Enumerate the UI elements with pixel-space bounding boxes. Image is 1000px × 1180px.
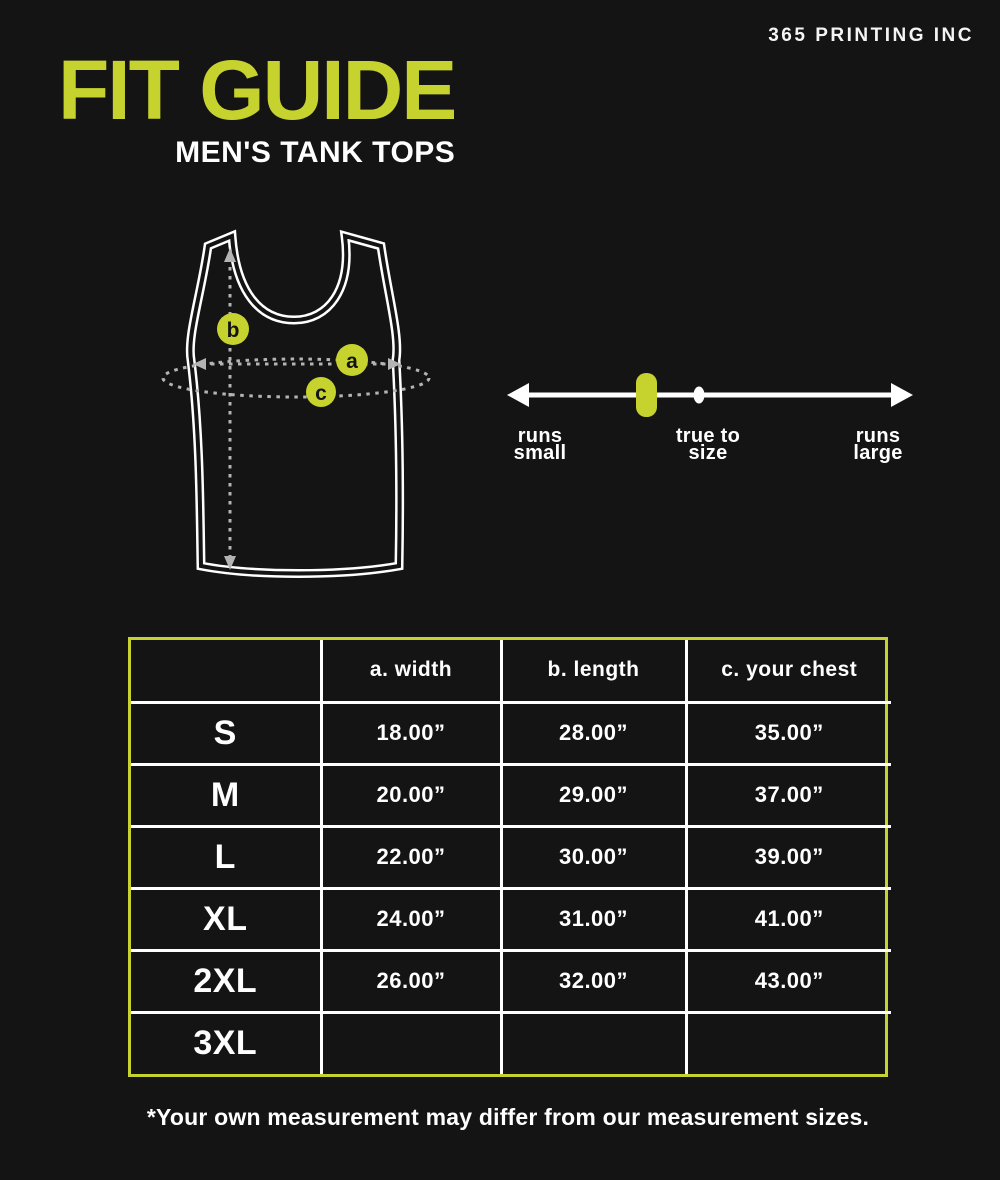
size-label: 3XL [131,1012,321,1074]
length-value: 32.00” [501,950,686,1012]
length-value: 31.00” [501,888,686,950]
table-row-s [131,702,891,764]
size-label: XL [131,888,321,950]
width-value: 26.00” [321,950,501,1012]
brand-name: 365 PRINTING INC [768,25,974,46]
size-label: M [131,764,321,826]
marker-a-label: a [346,350,358,373]
marker-b-label: b [226,319,240,342]
length-value [501,1012,686,1074]
size-chart-header-row [131,640,891,702]
chest-value: 35.00” [686,702,891,764]
length-value: 29.00” [501,764,686,826]
table-row-xl [131,888,891,950]
scale-label-true-to-size: true to size [675,425,741,464]
title-block [58,43,456,170]
chest-value: 41.00” [686,888,891,950]
scale-label-runs-large: runs large [853,425,903,464]
size-label: L [131,826,321,888]
table-row-3xl [131,1012,891,1074]
page-title: FIT GUIDE [58,43,456,137]
chest-value: 37.00” [686,764,891,826]
width-value: 20.00” [321,764,501,826]
col-header-chest: c. your chest [686,640,891,702]
chest-value: 43.00” [686,950,891,1012]
right-arrowhead-icon [891,383,913,407]
width-value [321,1012,501,1074]
size-chart [128,637,888,1077]
page-subtitle: MEN'S TANK TOPS [175,136,456,169]
col-header-size [131,640,321,702]
left-arrowhead-icon [507,383,529,407]
marker-c-label: c [315,382,327,405]
table-row-m [131,764,891,826]
width-value: 24.00” [321,888,501,950]
length-value: 30.00” [501,826,686,888]
width-value: 22.00” [321,826,501,888]
chest-value [686,1012,891,1074]
width-value: 18.00” [321,702,501,764]
measurement-disclaimer: *Your own measurement may differ from our measurement sizes. [146,1104,870,1130]
tank-top-diagram [148,220,448,592]
col-header-width: a. width [321,640,501,702]
fit-scale [505,355,915,485]
col-header-length: b. length [501,640,686,702]
length-value: 28.00” [501,702,686,764]
true-to-size-dot [694,387,705,404]
fit-scale-graphic [505,355,915,425]
fit-indicator [636,373,657,417]
table-row-2xl [131,950,891,1012]
chest-value: 39.00” [686,826,891,888]
scale-label-runs-small: runs small [513,425,567,464]
size-label: S [131,702,321,764]
tank-top-outline [190,236,399,574]
table-row-l [131,826,891,888]
size-label: 2XL [131,950,321,1012]
